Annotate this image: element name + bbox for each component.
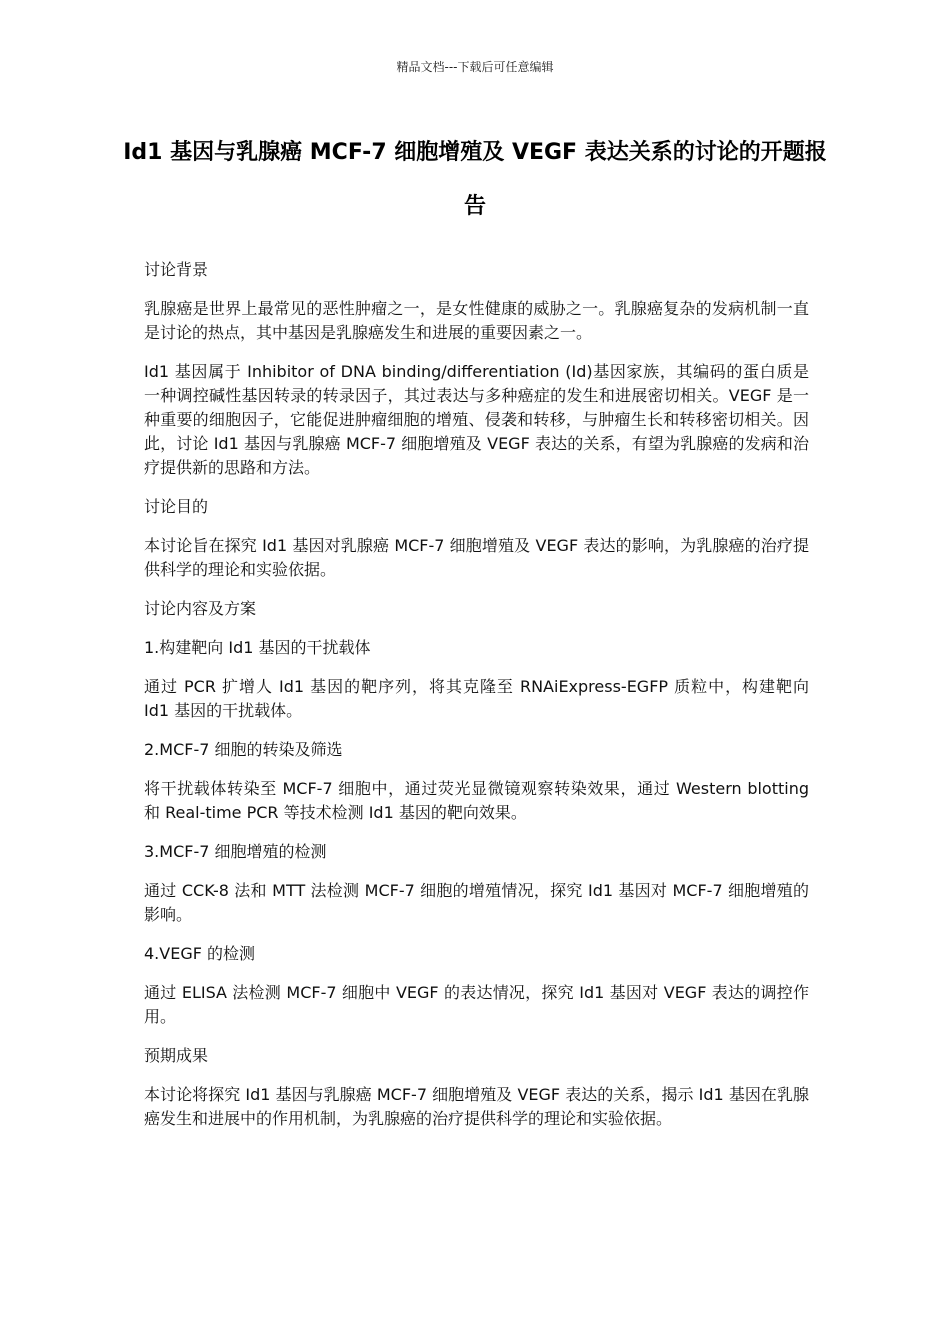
- section-heading-results: 预期成果: [144, 1046, 209, 1065]
- paragraph-step-1: 通过 PCR 扩增人 Id1 基因的靶序列，将其克隆至 RNAiExpress-EGFP 质粒中，构建靶向 Id1 基因的干扰载体。: [144, 677, 809, 720]
- paragraph-step-4: 通过 ELISA 法检测 MCF-7 细胞中 VEGF 的表达情况，探究 Id1 基因对 VEGF 表达的调控作用。: [144, 983, 809, 1026]
- document-title: Id1 基因与乳腺癌 MCF-7 细胞增殖及 VEGF 表达关系的讨论的开题报告: [123, 140, 827, 219]
- step-heading-1: 1.构建靶向 Id1 基因的干扰载体: [144, 638, 371, 657]
- paragraph-background-2: Id1 基因属于 Inhibitor of DNA binding/differentiation (Id)基因家族，其编码的蛋白质是一种调控碱性基因转录的转录因子，其过表达与多种癌症的发生和进展密切相关。VEGF 是一种重要的细胞因子，它能促进肿瘤细胞的增殖、侵袭和转移，与肿瘤生长和转移密切相关。因此，讨论 Id1 基因与乳腺癌 MCF-7 细胞增殖及 VEGF 表达的关系，有望为乳腺癌的发病和治疗提供新的思路和方法。: [144, 362, 809, 477]
- step-heading-4: 4.VEGF 的检测: [144, 944, 256, 963]
- page-header-note: 精品文档---下载后可任意编辑: [396, 60, 554, 74]
- paragraph-purpose: 本讨论旨在探究 Id1 基因对乳腺癌 MCF-7 细胞增殖及 VEGF 表达的影响，为乳腺癌的治疗提供科学的理论和实验依据。: [144, 536, 809, 579]
- document-body: [144, 258, 809, 1146]
- paragraph-step-3: 通过 CCK-8 法和 MTT 法检测 MCF-7 细胞的增殖情况，探究 Id1 基因对 MCF-7 细胞增殖的影响。: [144, 881, 809, 924]
- section-heading-purpose: 讨论目的: [144, 497, 209, 516]
- step-heading-2: 2.MCF-7 细胞的转染及筛选: [144, 740, 343, 759]
- paragraph-step-2: 将干扰载体转染至 MCF-7 细胞中，通过荧光显微镜观察转染效果，通过 Western blotting 和 Real-time PCR 等技术检测 Id1 基因的靶向效果。: [144, 779, 809, 822]
- paragraph-background-1: 乳腺癌是世界上最常见的恶性肿瘤之一，是女性健康的威胁之一。乳腺癌复杂的发病机制一直是讨论的热点，其中基因是乳腺癌发生和进展的重要因素之一。: [144, 299, 809, 342]
- step-heading-3: 3.MCF-7 细胞增殖的检测: [144, 842, 327, 861]
- section-heading-background: 讨论背景: [144, 260, 209, 279]
- section-heading-content: 讨论内容及方案: [144, 599, 257, 618]
- paragraph-results: 本讨论将探究 Id1 基因与乳腺癌 MCF-7 细胞增殖及 VEGF 表达的关系，揭示 Id1 基因在乳腺癌发生和进展中的作用机制，为乳腺癌的治疗提供科学的理论和实验依据。: [144, 1085, 809, 1128]
